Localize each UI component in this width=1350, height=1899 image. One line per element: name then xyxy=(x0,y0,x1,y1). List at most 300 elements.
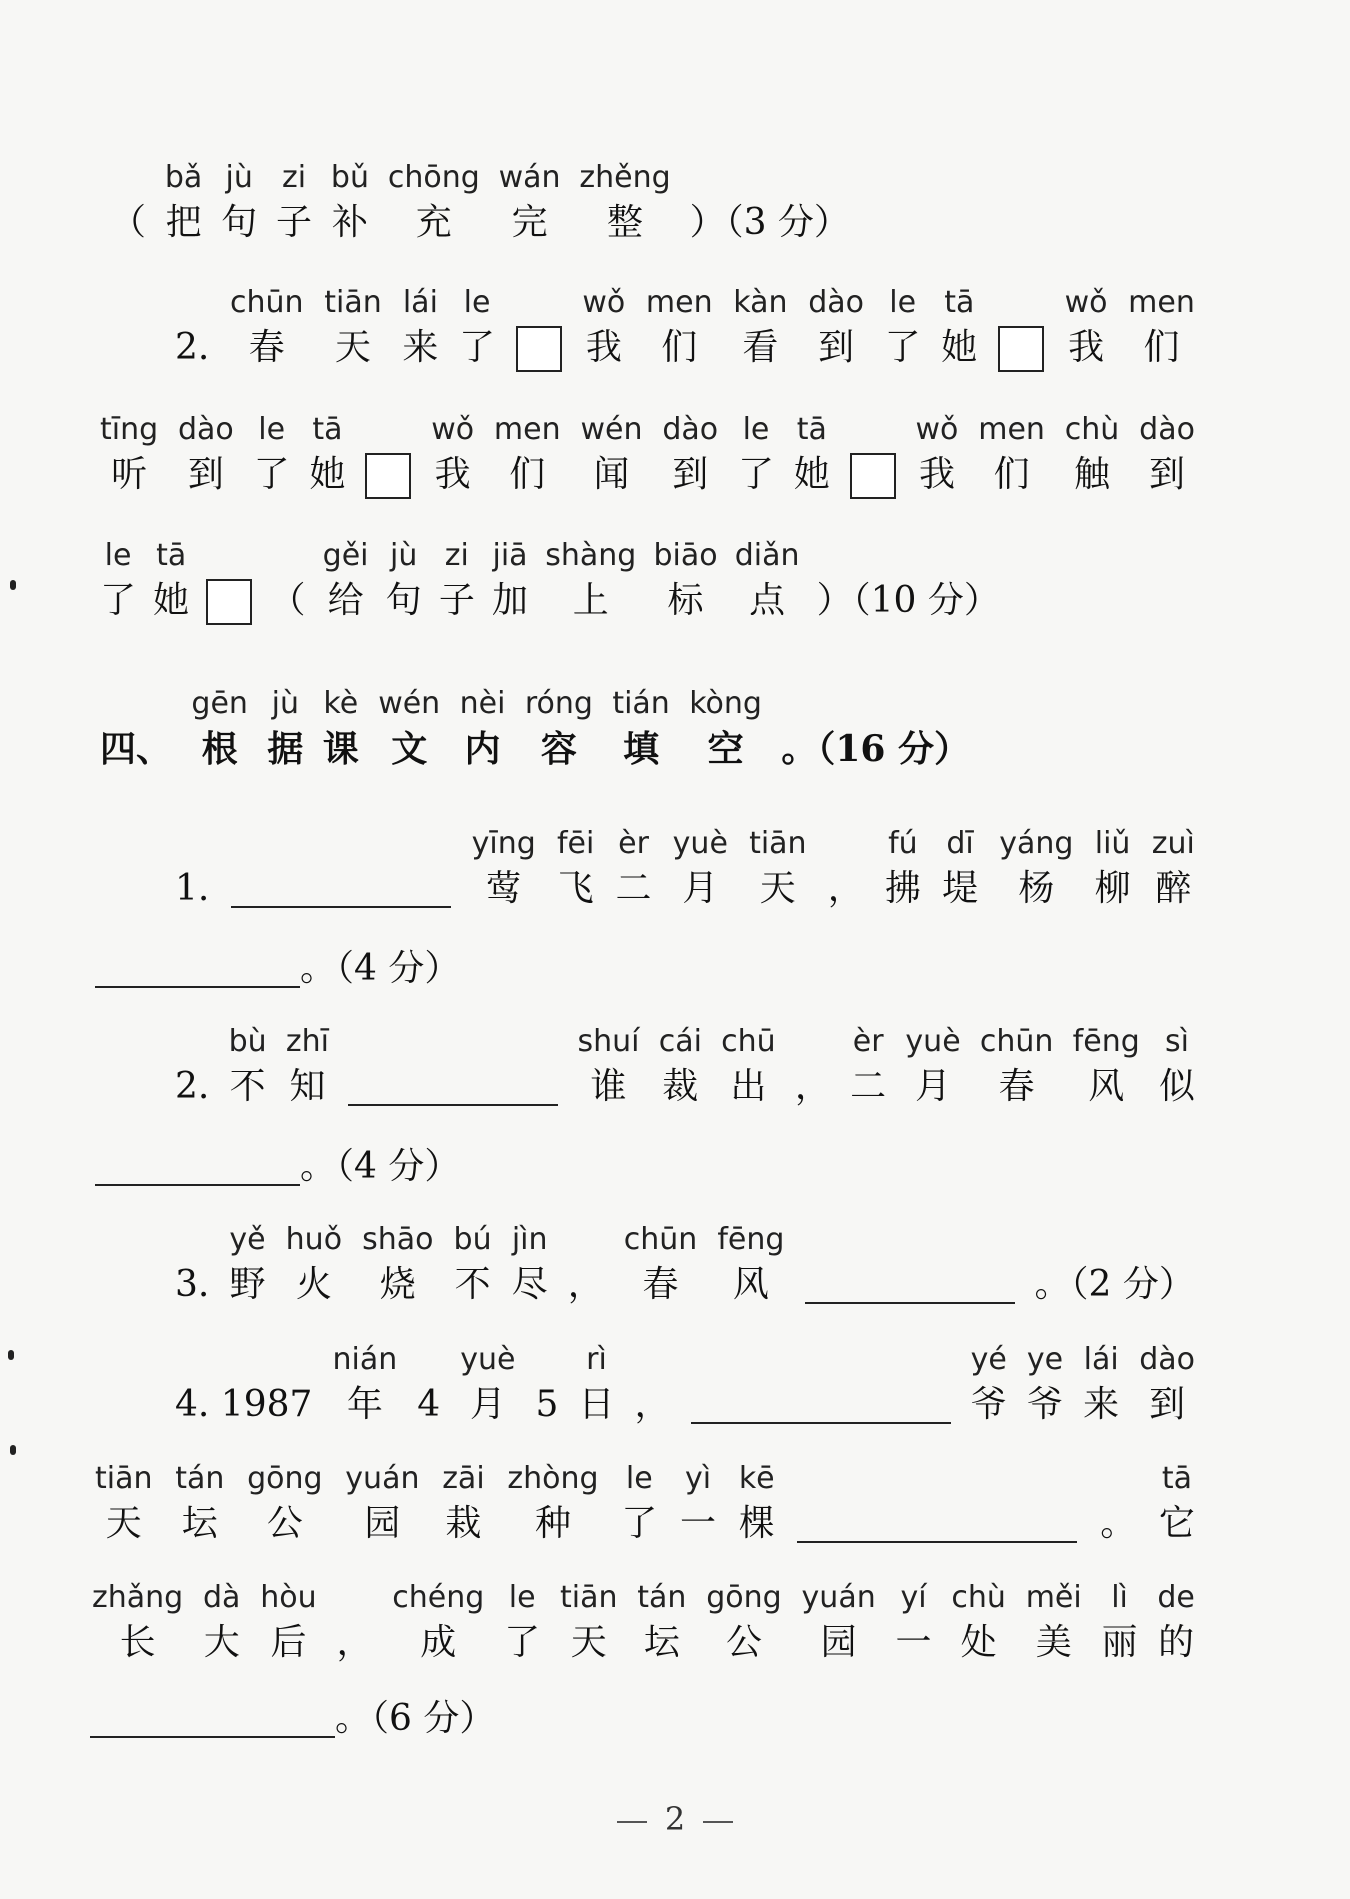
hanzi: 爷 xyxy=(970,1384,1007,1425)
hanzi: 把 xyxy=(165,202,202,243)
hanzi: 棵 xyxy=(738,1503,775,1544)
hanzi: 日 xyxy=(578,1384,615,1425)
char-unit xyxy=(1157,1580,1195,1670)
char-unit xyxy=(579,160,670,250)
char-unit xyxy=(504,1580,540,1670)
pinyin: tā xyxy=(796,412,827,447)
char-unit xyxy=(332,1342,397,1432)
char-unit xyxy=(781,686,970,776)
pinyin: gōng xyxy=(706,1580,782,1615)
char-unit xyxy=(254,412,290,502)
hanzi: 我 xyxy=(434,454,471,495)
char-unit xyxy=(175,1461,224,1551)
hanzi: 3. xyxy=(175,1264,210,1305)
char-unit xyxy=(431,412,474,502)
char-unit xyxy=(689,686,762,776)
hanzi: 园 xyxy=(820,1622,857,1663)
hanzi: ， xyxy=(827,868,864,909)
score-note: 。（4 分） xyxy=(300,1146,461,1187)
hanzi: 根 xyxy=(201,728,238,770)
pinyin: zāi xyxy=(442,1461,485,1496)
pinyin: tā xyxy=(156,538,187,573)
char-unit xyxy=(885,285,921,375)
hanzi: 春 xyxy=(248,327,285,368)
pinyin: yě xyxy=(229,1222,266,1257)
answer-blank[interactable] xyxy=(90,1696,335,1738)
char-unit xyxy=(690,160,850,250)
pinyin: kàn xyxy=(733,285,788,320)
pinyin: le xyxy=(104,538,132,573)
pinyin: tīng xyxy=(100,412,159,447)
pinyin: chū xyxy=(721,1024,776,1059)
pinyin: men xyxy=(1128,285,1195,320)
char-unit xyxy=(100,686,172,776)
pinyin: men xyxy=(493,412,561,447)
pinyin: lái xyxy=(1083,1342,1119,1377)
hanzi: ， xyxy=(336,1622,373,1663)
pinyin: le xyxy=(258,412,286,447)
pinyin: le xyxy=(742,412,770,447)
hanzi: 大 xyxy=(203,1622,240,1663)
page-number: 2 xyxy=(664,1800,686,1838)
char-unit xyxy=(1100,1461,1136,1551)
char-unit xyxy=(680,1461,716,1551)
pinyin: yuè xyxy=(905,1024,961,1059)
hanzi: 栽 xyxy=(445,1503,482,1544)
hanzi: 一 xyxy=(895,1622,932,1663)
pinyin: de xyxy=(1157,1580,1195,1615)
char-unit xyxy=(659,1024,702,1114)
hanzi: 爷 xyxy=(1026,1384,1063,1425)
char-unit xyxy=(270,538,306,628)
char-unit xyxy=(1102,1580,1138,1670)
char-unit xyxy=(978,412,1045,502)
punctuation-answer-box[interactable] xyxy=(998,326,1044,372)
pinyin: èr xyxy=(852,1024,884,1059)
answer-blank[interactable] xyxy=(231,866,451,908)
hanzi: 公 xyxy=(266,1503,303,1544)
hanzi: 了 xyxy=(737,454,774,495)
hanzi: 风 xyxy=(732,1264,769,1305)
hanzi: 们 xyxy=(509,454,546,495)
section-4-question-1-line-2 xyxy=(95,942,460,996)
hanzi: 了 xyxy=(253,454,290,495)
pinyin: róng xyxy=(524,686,593,721)
char-unit xyxy=(980,1024,1054,1114)
pinyin: dào xyxy=(1139,412,1195,447)
hanzi: 成 xyxy=(420,1622,457,1663)
pinyin: tián xyxy=(612,686,670,721)
pinyin: le xyxy=(889,285,917,320)
pinyin: chù xyxy=(1064,412,1120,447)
hanzi: 不 xyxy=(454,1264,491,1305)
hanzi: 4. 1987 xyxy=(175,1384,313,1425)
hanzi: 填 xyxy=(623,728,660,770)
hanzi: 四、 xyxy=(100,728,173,770)
hanzi: 了 xyxy=(459,327,496,368)
char-unit xyxy=(494,412,561,502)
char-unit xyxy=(175,826,209,916)
section-4-question-4-line-4 xyxy=(90,1692,495,1746)
pinyin: yé xyxy=(970,1342,1007,1377)
pinyin: gěi xyxy=(322,538,369,573)
char-unit xyxy=(739,1461,775,1551)
pinyin: bú xyxy=(453,1222,492,1257)
hanzi: 野 xyxy=(229,1264,266,1305)
hanzi: 月 xyxy=(682,868,719,909)
hanzi: 句 xyxy=(221,202,258,243)
pinyin: tā xyxy=(312,412,343,447)
question-2-line-3 xyxy=(100,538,1000,628)
hanzi: 给 xyxy=(327,580,364,621)
hanzi: 的 xyxy=(1158,1622,1195,1663)
pinyin: jù xyxy=(225,160,253,195)
char-unit xyxy=(817,538,1000,628)
char-unit xyxy=(942,826,978,916)
pinyin: chūn xyxy=(230,285,304,320)
char-unit xyxy=(203,1580,240,1670)
pinyin: tiān xyxy=(95,1461,153,1496)
char-unit xyxy=(738,412,774,502)
char-unit xyxy=(1139,412,1195,502)
char-unit xyxy=(721,1024,776,1114)
pinyin: yuè xyxy=(672,826,728,861)
hanzi: 丽 xyxy=(1101,1622,1138,1663)
pinyin: chūn xyxy=(623,1222,698,1257)
char-unit xyxy=(260,1580,316,1670)
pinyin: sì xyxy=(1165,1024,1189,1059)
hanzi: 天 xyxy=(759,868,796,909)
hanzi: 她 xyxy=(309,454,346,495)
hanzi: 烧 xyxy=(379,1264,416,1305)
hanzi: 补 xyxy=(331,202,368,243)
char-unit xyxy=(624,1222,698,1312)
pinyin: chūn xyxy=(979,1024,1054,1059)
char-unit xyxy=(442,1461,484,1551)
hanzi: 她 xyxy=(153,580,190,621)
char-unit xyxy=(247,1461,322,1551)
answer-blank[interactable] xyxy=(797,1501,1077,1543)
char-unit xyxy=(492,538,528,628)
section-4-question-4-line-1 xyxy=(175,1342,1195,1432)
hanzi: 5 xyxy=(535,1384,559,1425)
pinyin: nèi xyxy=(459,686,506,721)
char-unit xyxy=(568,1222,604,1312)
hanzi: 我 xyxy=(1068,327,1105,368)
char-unit xyxy=(1073,1024,1140,1114)
char-unit xyxy=(286,1222,342,1312)
pinyin: ye xyxy=(1026,1342,1064,1377)
score-note: 。（6 分） xyxy=(335,1698,496,1739)
char-unit xyxy=(1128,285,1195,375)
hanzi: 飞 xyxy=(557,868,594,909)
hanzi: 春 xyxy=(642,1264,679,1305)
pinyin: le xyxy=(625,1461,653,1496)
section-4-question-4-line-3 xyxy=(92,1580,1195,1670)
char-unit xyxy=(362,1222,433,1312)
hanzi: 杨 xyxy=(1018,868,1055,909)
char-unit xyxy=(153,538,189,628)
char-unit xyxy=(662,412,718,502)
pinyin: chéng xyxy=(392,1580,485,1615)
char-unit xyxy=(635,1342,671,1432)
char-unit xyxy=(439,538,475,628)
char-unit xyxy=(386,538,422,628)
hanzi: ）（10 分） xyxy=(816,580,1000,621)
pinyin: yuán xyxy=(345,1461,420,1496)
char-unit xyxy=(717,1222,784,1312)
pinyin: wǒ xyxy=(582,285,626,320)
char-unit xyxy=(577,1024,639,1114)
section-4-question-4-line-2 xyxy=(95,1461,1195,1551)
char-unit xyxy=(324,285,382,375)
char-unit xyxy=(999,826,1073,916)
pinyin: jìn xyxy=(511,1222,548,1257)
pinyin: shàng xyxy=(545,538,637,573)
hanzi: 美 xyxy=(1035,1622,1072,1663)
char-unit xyxy=(578,1342,614,1432)
answer-blank[interactable] xyxy=(805,1262,1015,1304)
hanzi: 子 xyxy=(276,202,313,243)
hanzi: 来 xyxy=(402,327,439,368)
pinyin: lái xyxy=(402,285,438,320)
char-unit xyxy=(582,285,625,375)
char-unit xyxy=(323,686,359,776)
char-unit xyxy=(951,1580,1006,1670)
char-unit xyxy=(916,412,959,502)
hanzi: ）（3 分） xyxy=(689,202,850,243)
section-4-question-3-line-1 xyxy=(175,1222,1195,1312)
char-unit xyxy=(1159,1461,1195,1551)
pinyin: tiān xyxy=(749,826,807,861)
hanzi: 长 xyxy=(119,1622,156,1663)
hanzi: 月 xyxy=(469,1384,506,1425)
hanzi: 们 xyxy=(1143,327,1180,368)
hanzi: 裁 xyxy=(662,1066,699,1107)
hanzi: 。 xyxy=(1100,1503,1137,1544)
char-unit xyxy=(616,826,652,916)
hanzi: 充 xyxy=(415,202,452,243)
char-unit xyxy=(499,160,561,250)
hanzi: 我 xyxy=(918,454,955,495)
answer-blank[interactable] xyxy=(95,946,300,988)
char-unit xyxy=(221,160,257,250)
pinyin: hòu xyxy=(260,1580,317,1615)
pinyin: jiā xyxy=(492,538,528,573)
hanzi: 加 xyxy=(492,580,529,621)
hanzi: 来 xyxy=(1083,1384,1120,1425)
punctuation-answer-box[interactable] xyxy=(516,326,562,372)
pinyin: yuè xyxy=(460,1342,516,1377)
char-unit xyxy=(794,412,830,502)
hanzi: 二 xyxy=(850,1066,887,1107)
char-unit xyxy=(1065,412,1120,502)
hanzi: 不 xyxy=(229,1066,266,1107)
footer-dash-left xyxy=(617,1821,647,1823)
pinyin: tán xyxy=(637,1580,687,1615)
char-unit xyxy=(309,412,345,502)
char-unit xyxy=(560,1580,618,1670)
hanzi: 1. xyxy=(175,868,210,909)
char-unit xyxy=(1139,1342,1195,1432)
hanzi: 文 xyxy=(391,728,428,770)
pinyin: wén xyxy=(378,686,441,721)
pinyin: wǒ xyxy=(431,412,475,447)
char-unit xyxy=(507,1461,598,1551)
char-unit xyxy=(971,1342,1007,1432)
char-unit xyxy=(178,412,234,502)
scan-speck xyxy=(10,1445,16,1455)
char-unit xyxy=(331,160,369,250)
char-unit xyxy=(175,285,209,375)
char-unit xyxy=(100,538,136,628)
hanzi: ， xyxy=(794,1066,831,1107)
hanzi: 触 xyxy=(1074,454,1111,495)
section-4-question-2-line-1 xyxy=(175,1024,1195,1114)
char-unit xyxy=(536,1342,559,1432)
question-2-line-1 xyxy=(175,285,1195,375)
pinyin: biāo xyxy=(653,538,718,573)
char-unit xyxy=(229,1222,265,1312)
punctuation-answer-box[interactable] xyxy=(206,579,252,625)
pinyin: men xyxy=(978,412,1045,447)
char-unit xyxy=(229,1024,267,1114)
char-unit xyxy=(345,1461,419,1551)
hanzi: 到 xyxy=(1149,1384,1186,1425)
hanzi: 出 xyxy=(730,1066,767,1107)
char-unit xyxy=(637,1580,686,1670)
pinyin: cái xyxy=(658,1024,702,1059)
char-unit xyxy=(545,538,636,628)
hanzi: 到 xyxy=(818,327,855,368)
pinyin: tā xyxy=(1161,1461,1192,1496)
hanzi: 似 xyxy=(1158,1066,1195,1107)
hanzi: 内 xyxy=(464,728,501,770)
question-2-line-2 xyxy=(100,412,1195,502)
pinyin: fú xyxy=(888,826,918,861)
char-unit xyxy=(1095,826,1131,916)
pinyin: wǒ xyxy=(915,412,959,447)
pinyin: fēng xyxy=(1072,1024,1140,1059)
hanzi: 了 xyxy=(884,327,921,368)
char-unit xyxy=(621,1461,657,1551)
char-unit xyxy=(267,686,303,776)
hanzi: ， xyxy=(567,1264,604,1305)
exercise-instruction-complete-sentence xyxy=(110,160,850,250)
answer-blank[interactable] xyxy=(691,1382,951,1424)
pinyin: dà xyxy=(203,1580,241,1615)
hanzi: 们 xyxy=(661,327,698,368)
hanzi: 点 xyxy=(749,580,786,621)
hanzi: 处 xyxy=(960,1622,997,1663)
hanzi: 课 xyxy=(322,728,359,770)
char-unit xyxy=(286,1024,329,1114)
pinyin: yīng xyxy=(471,826,536,861)
char-unit xyxy=(454,1222,492,1312)
char-unit xyxy=(165,160,202,250)
char-unit xyxy=(512,1222,548,1312)
pinyin: jù xyxy=(271,686,300,721)
char-unit xyxy=(175,1024,209,1114)
pinyin: kē xyxy=(738,1461,775,1496)
hanzi: 听 xyxy=(111,454,148,495)
char-unit xyxy=(905,1024,960,1114)
hanzi: 据 xyxy=(267,728,304,770)
char-unit xyxy=(191,686,248,776)
punctuation-answer-box[interactable] xyxy=(850,453,896,499)
char-unit xyxy=(336,1580,372,1670)
char-unit xyxy=(525,686,593,776)
char-unit xyxy=(808,285,864,375)
char-unit xyxy=(795,1024,831,1114)
answer-blank[interactable] xyxy=(95,1144,300,1186)
char-unit xyxy=(378,686,440,776)
hanzi: 了 xyxy=(100,580,137,621)
hanzi: 我 xyxy=(585,327,622,368)
pinyin: dào xyxy=(662,412,719,447)
hanzi: 柳 xyxy=(1094,868,1131,909)
hanzi: 。（16 分） xyxy=(781,728,970,770)
char-unit xyxy=(1159,1024,1195,1114)
pinyin: tiān xyxy=(559,1580,618,1615)
pinyin: gēn xyxy=(191,686,248,721)
char-unit xyxy=(175,1342,312,1432)
pinyin: yí xyxy=(900,1580,927,1615)
char-unit xyxy=(110,160,146,250)
hanzi: 谁 xyxy=(590,1066,627,1107)
hanzi: 们 xyxy=(993,454,1030,495)
hanzi: 醉 xyxy=(1155,868,1192,909)
hanzi: 她 xyxy=(793,454,830,495)
answer-blank[interactable] xyxy=(348,1064,558,1106)
section-4-question-2-line-2 xyxy=(95,1140,460,1194)
pinyin: huǒ xyxy=(285,1222,343,1257)
pinyin: tán xyxy=(175,1461,225,1496)
hanzi: 天 xyxy=(105,1503,142,1544)
pinyin: kòng xyxy=(689,686,762,721)
pinyin: le xyxy=(463,285,491,320)
pinyin: shuí xyxy=(577,1024,640,1059)
pinyin: kè xyxy=(323,686,359,721)
hanzi: 2. xyxy=(175,327,210,368)
char-unit xyxy=(417,1342,440,1432)
pinyin: men xyxy=(645,285,713,320)
char-unit xyxy=(828,826,864,916)
hanzi: 2. xyxy=(175,1066,210,1107)
pinyin: měi xyxy=(1025,1580,1082,1615)
hanzi: 标 xyxy=(667,580,704,621)
char-unit xyxy=(802,1580,876,1670)
punctuation-answer-box[interactable] xyxy=(365,453,411,499)
hanzi: 了 xyxy=(621,1503,658,1544)
pinyin: bǔ xyxy=(330,160,369,195)
hanzi: 春 xyxy=(998,1066,1035,1107)
char-unit xyxy=(850,1024,886,1114)
hanzi: 上 xyxy=(572,580,609,621)
pinyin: dào xyxy=(808,285,864,320)
pinyin: tiān xyxy=(324,285,382,320)
hanzi: 4 xyxy=(417,1384,441,1425)
pinyin: zuì xyxy=(1151,826,1195,861)
hanzi: 整 xyxy=(607,202,644,243)
char-unit xyxy=(1083,1342,1119,1432)
hanzi: 句 xyxy=(385,580,422,621)
char-unit xyxy=(1065,285,1108,375)
char-unit xyxy=(612,686,670,776)
hanzi: 知 xyxy=(289,1066,326,1107)
char-unit xyxy=(706,1580,781,1670)
hanzi: 天 xyxy=(334,327,371,368)
